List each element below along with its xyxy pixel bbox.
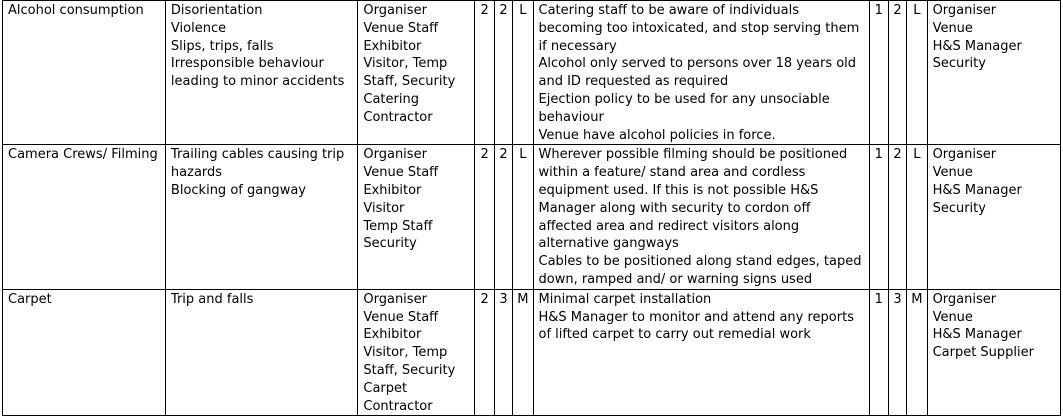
- table-row: [3, 145, 1061, 289]
- risks-cell: Trip and falls: [165, 289, 357, 416]
- risks-cell: Trailing cables causing trip hazards Blocking of gangway: [165, 145, 357, 289]
- responsible-persons-cell: Organiser Venue H&S Manager Security: [927, 1, 1060, 145]
- residual-likelihood-cell: 1: [869, 289, 888, 416]
- persons-at-risk-cell: Organiser Venue Staff Exhibitor Visitor Temp Staff Security: [358, 145, 475, 289]
- severity-cell: 2: [494, 1, 512, 145]
- risk-assessment-table: [2, 0, 1061, 416]
- risks-cell: Disorientation Violence Slips, trips, falls Irresponsible behaviour leading to minor accidents: [165, 1, 357, 145]
- hazard-cell: Carpet: [3, 289, 166, 416]
- severity-cell: 2: [494, 145, 512, 289]
- risk-rating-cell: M: [513, 289, 533, 416]
- risk-rating-cell: L: [513, 145, 533, 289]
- responsible-persons-cell: Organiser Venue H&S Manager Security: [927, 145, 1060, 289]
- residual-rating-cell: L: [907, 145, 927, 289]
- residual-severity-cell: 2: [888, 145, 906, 289]
- control-measures-cell: Minimal carpet installation H&S Manager to monitor and attend any reports of lifted carpet to carry out remedial work: [533, 289, 869, 416]
- residual-rating-cell: L: [907, 1, 927, 145]
- table-row: [3, 1, 1061, 145]
- control-measures-cell: Catering staff to be aware of individuals becoming too intoxicated, and stop serving them if necessary Alcohol only served to persons over 18 years old and ID requested as required Ejection policy to be used for any unsociable behaviour Venue have alcohol policies in force.: [533, 1, 869, 145]
- control-measures-cell: Wherever possible filming should be positioned within a feature/ stand area and cordless equipment used. If this is not possible H&S Manager along with security to cordon off affected area and redirect visitors along alternative gangways Cables to be positioned along stand edges, taped down, ramped and/ or warning signs used: [533, 145, 869, 289]
- likelihood-cell: 2: [475, 289, 494, 416]
- persons-at-risk-cell: Organiser Venue Staff Exhibitor Visitor, Temp Staff, Security Catering Contractor: [358, 1, 475, 145]
- residual-likelihood-cell: 1: [869, 1, 888, 145]
- residual-likelihood-cell: 1: [869, 145, 888, 289]
- residual-severity-cell: 3: [888, 289, 906, 416]
- persons-at-risk-cell: Organiser Venue Staff Exhibitor Visitor, Temp Staff, Security Carpet Contractor: [358, 289, 475, 416]
- risk-rating-cell: L: [513, 1, 533, 145]
- residual-severity-cell: 2: [888, 1, 906, 145]
- hazard-cell: Alcohol consumption: [3, 1, 166, 145]
- likelihood-cell: 2: [475, 145, 494, 289]
- residual-rating-cell: M: [907, 289, 927, 416]
- responsible-persons-cell: Organiser Venue H&S Manager Carpet Supplier: [927, 289, 1060, 416]
- table-row: [3, 289, 1061, 416]
- hazard-cell: Camera Crews/ Filming: [3, 145, 166, 289]
- likelihood-cell: 2: [475, 1, 494, 145]
- severity-cell: 3: [494, 289, 512, 416]
